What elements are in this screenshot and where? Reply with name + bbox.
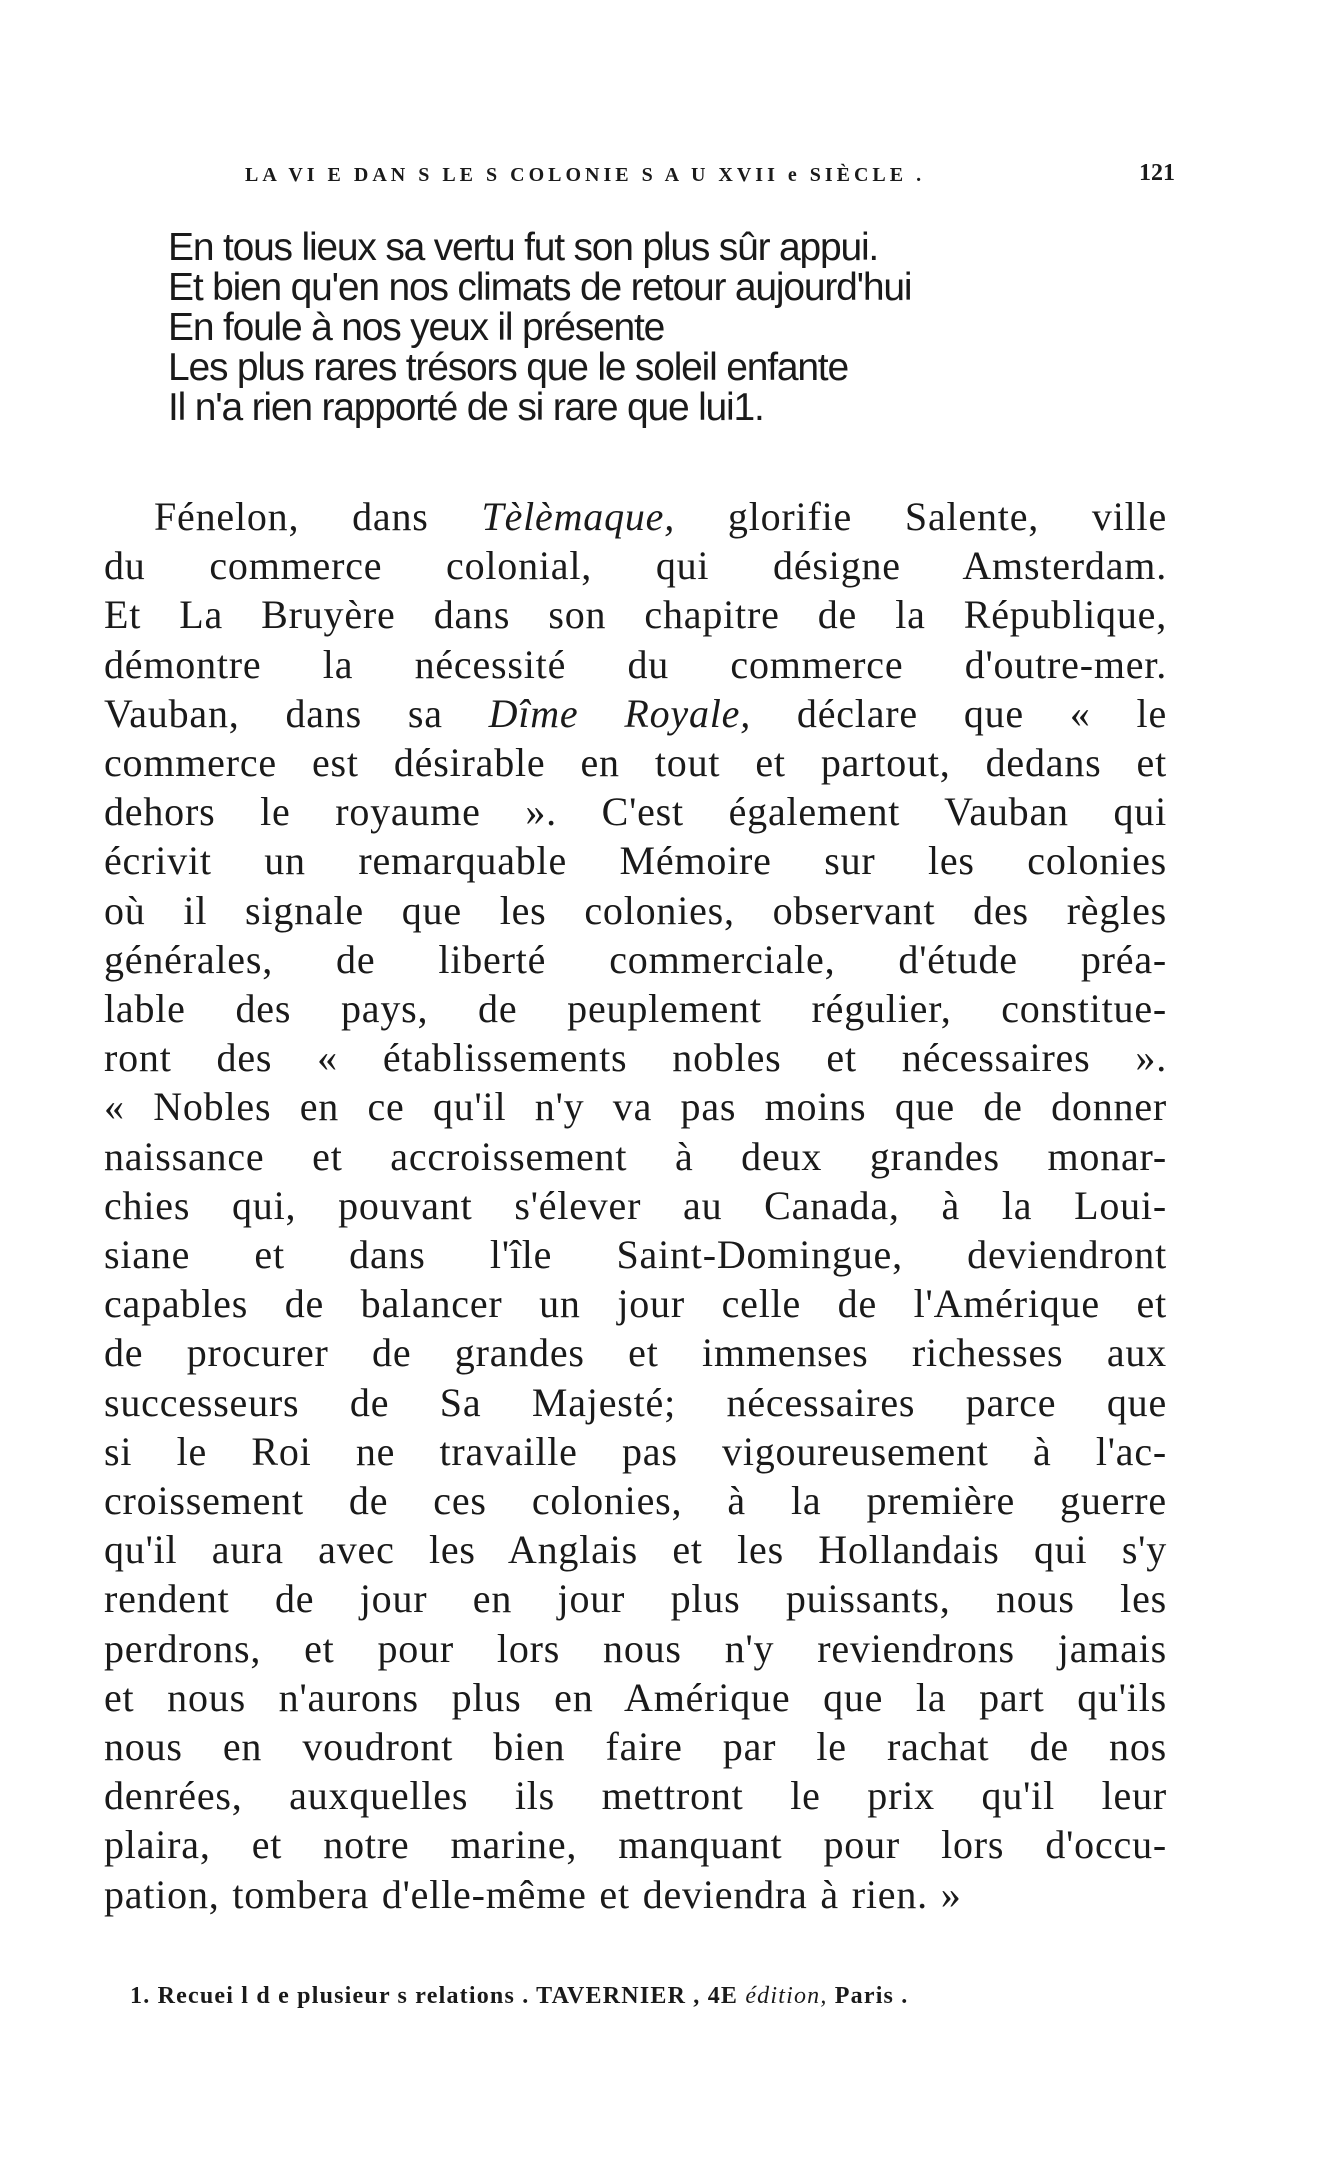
- paragraph-line: naissance et accroissement à deux grandes monar-: [104, 1133, 1167, 1179]
- paragraph-line: lable des pays, de peuplement régulier, constitue-: [104, 986, 1167, 1032]
- paragraph-line: démontre la nécessité du commerce d'outre-mer.: [104, 641, 1167, 687]
- footnote-text: Paris .: [827, 1983, 909, 2009]
- paragraph-text: Fénelon, dans: [154, 494, 482, 539]
- paragraph-line: chies qui, pouvant s'élever au Canada, à la Loui-: [104, 1182, 1167, 1228]
- footnote-reference: 1.: [733, 386, 764, 429]
- paragraph-text: Vauban, dans sa: [104, 690, 489, 736]
- paragraph-line: [104, 689, 1167, 738]
- paragraph-line: si le Roi ne travaille pas vigoureusement à l'ac-: [104, 1428, 1167, 1474]
- paragraph-text: déclare que « le: [751, 690, 1167, 736]
- paragraph-line: du commerce colonial, qui désigne Amsterdam.: [104, 543, 1167, 589]
- paragraph-line: générales, de liberté commerciale, d'étude préa-: [104, 936, 1167, 982]
- paragraph-line: pation, tombera d'elle-même et deviendra à rien. »: [104, 1871, 962, 1917]
- book-title: Dîme Royale,: [488, 690, 752, 736]
- paragraph-line: perdrons, et pour lors nous n'y reviendrons jamais: [104, 1625, 1167, 1671]
- paragraph-line: plaira, et notre marine, manquant pour lors d'occu-: [104, 1822, 1167, 1868]
- poem-quotation: [168, 228, 911, 428]
- paragraph-line: et nous n'aurons plus en Amérique que la part qu'ils: [104, 1674, 1167, 1720]
- paragraph-line: siane et dans l'île Saint-Domingue, deviendront: [104, 1232, 1167, 1278]
- poem-line: En foule à nos yeux il présente: [168, 306, 665, 349]
- paragraph-line: capables de balancer un jour celle de l'Amérique et: [104, 1281, 1167, 1327]
- paragraph-line: denrées, auxquelles ils mettront le prix qu'il leur: [104, 1773, 1167, 1819]
- paragraph-line: écrivit un remarquable Mémoire sur les colonies: [104, 838, 1167, 884]
- page-number: 121: [1139, 160, 1175, 186]
- footnote-text: 1. Recuei l d e plusieur s relations . TAVERNIER , 4E: [130, 1983, 746, 2009]
- paragraph-line: dehors le royaume ». C'est également Vauban qui: [104, 789, 1167, 835]
- poem-line-text: Il n'a rien rapporté de si rare que lui: [168, 386, 734, 429]
- poem-line: [168, 388, 911, 428]
- paragraph-line: [104, 492, 1167, 541]
- paragraph-line: « Nobles en ce qu'il n'y va pas moins que de donner: [104, 1084, 1167, 1130]
- paragraph-line: où il signale que les colonies, observant des règles: [104, 887, 1167, 933]
- poem-line: Et bien qu'en nos climats de retour aujourd'hui: [168, 266, 912, 309]
- paragraph-line: successeurs de Sa Majesté; nécessaires parce que: [104, 1379, 1167, 1425]
- body-paragraph: [104, 492, 1167, 1919]
- footnote-edition: édition,: [745, 1983, 828, 2009]
- book-title: Tèlèmaque,: [481, 494, 676, 539]
- paragraph-line: rendent de jour en jour plus puissants, nous les: [104, 1576, 1167, 1622]
- paragraph-line: nous en voudront bien faire par le rachat de nos: [104, 1724, 1167, 1770]
- paragraph-line: commerce est désirable en tout et partout, dedans et: [104, 740, 1167, 786]
- paragraph-line: croissement de ces colonies, à la première guerre: [104, 1478, 1167, 1524]
- paragraph-line: qu'il aura avec les Anglais et les Hollandais qui s'y: [104, 1527, 1167, 1573]
- running-head: LA VI E DAN S LE S COLONIE S A U XVII e SIÈCLE .: [245, 164, 926, 186]
- poem-line: En tous lieux sa vertu fut son plus sûr appui.: [168, 226, 879, 269]
- paragraph-line: ront des « établissements nobles et nécessaires ».: [104, 1035, 1167, 1081]
- paragraph-line: de procurer de grandes et immenses richesses aux: [104, 1330, 1167, 1376]
- page-header: [245, 160, 1175, 200]
- poem-line: Les plus rares trésors que le soleil enfante: [168, 346, 848, 389]
- paragraph-line: Et La Bruyère dans son chapitre de la République,: [104, 592, 1167, 638]
- footnote: [130, 1983, 909, 2010]
- paragraph-text: glorifie Salente, ville: [675, 494, 1167, 539]
